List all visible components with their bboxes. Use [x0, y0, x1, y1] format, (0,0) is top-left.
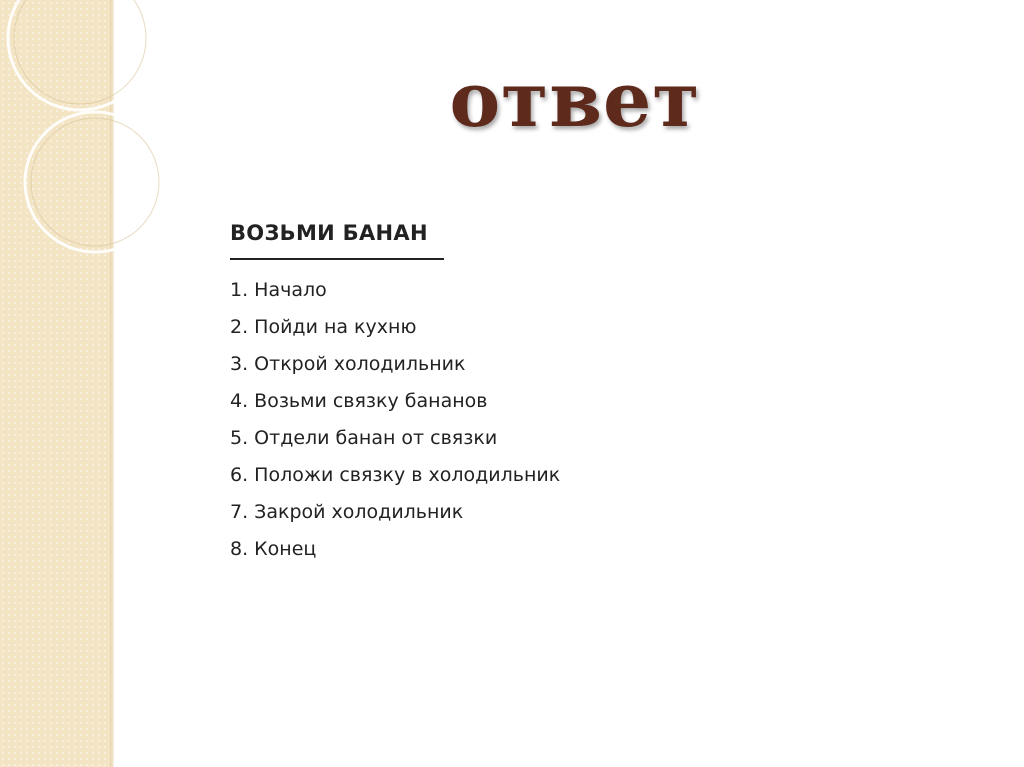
algorithm-step: 7. Закрой холодильник: [230, 501, 464, 523]
heading-underline: [230, 258, 444, 260]
algorithm-heading: ВОЗЬМИ БАНАН: [230, 221, 428, 245]
slide-title: ответ: [449, 55, 701, 144]
algorithm-step: 4. Возьми связку бананов: [230, 390, 488, 412]
algorithm-block: [230, 218, 650, 568]
algorithm-step: 2. Пойди на кухню: [230, 316, 417, 338]
algorithm-step: 1. Начало: [230, 279, 327, 301]
algorithm-step: 6. Положи связку в холодильник: [230, 464, 561, 486]
algorithm-step: 5. Отдели банан от связки: [230, 427, 498, 449]
algorithm-steps-list: [230, 272, 650, 568]
algorithm-step: 3. Открой холодильник: [230, 353, 466, 375]
algorithm-step: 8. Конец: [230, 538, 317, 560]
